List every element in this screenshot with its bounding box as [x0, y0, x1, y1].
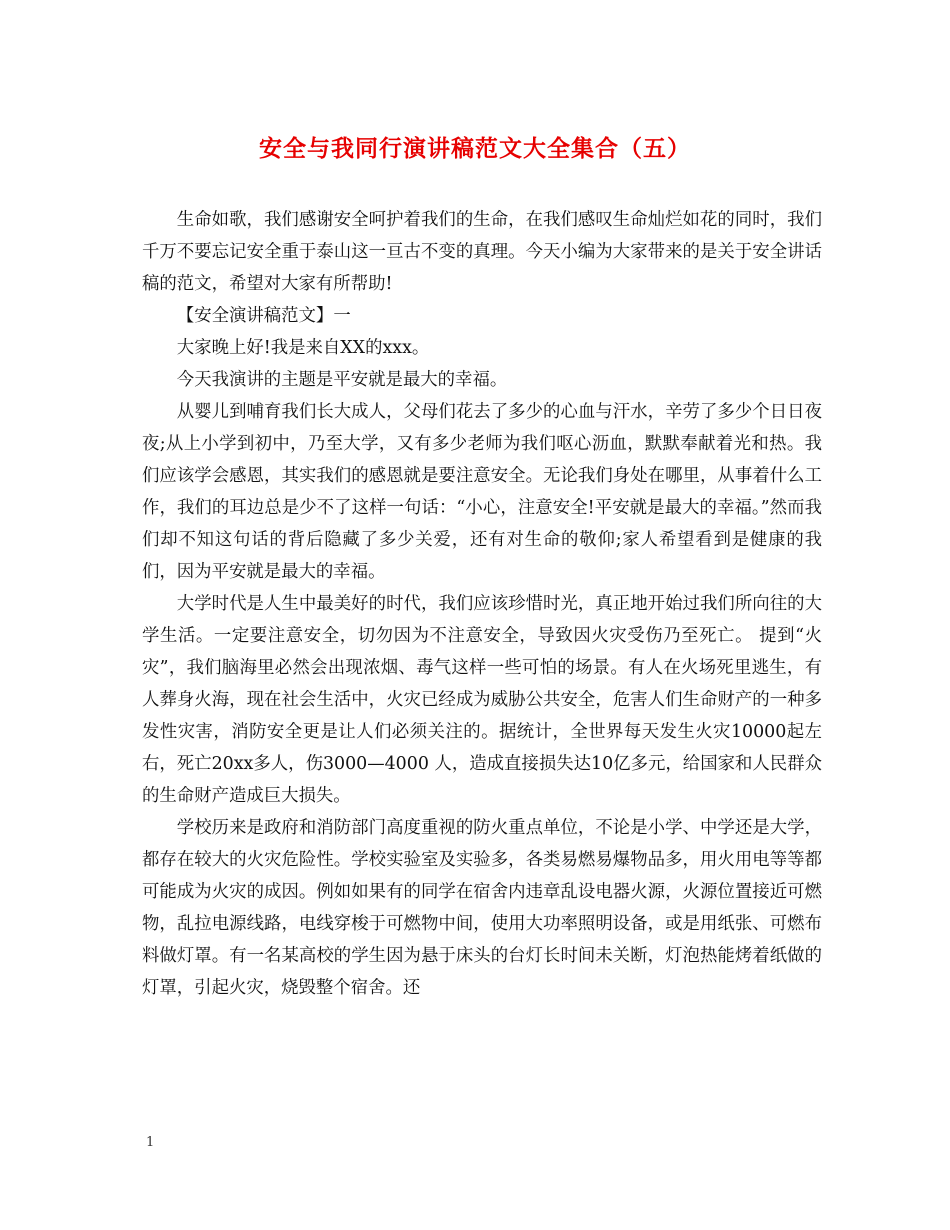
paragraph-section-heading: 【安全演讲稿范文】一 [176, 306, 351, 326]
paragraph-gratitude: 从婴儿到哺育我们长大成人，父母们花去了多少的心血与汗水，辛劳了多少个日日夜夜;从上小学到初中，乃至大学，又有多少老师为我们呕心沥血，默默奉献着光和热。我们应该学会感恩，其实我们的感恩就是要注意安全。无论我们身处在哪里，从事着什么工作，我们的耳边总是少不了这样一句话：“小心，注意安全!平安就是最大的幸福。”然而我们却不知这句话的背后隐藏了多少关爱，还有对生命的敬仰;家人希望看到是健康的我们，因为平安就是最大的幸福。 [142, 402, 822, 582]
paragraph-greeting: 大家晚上好!我是来自XX的xxx。 [176, 338, 430, 358]
document-title: 安全与我同行演讲稿范文大全集合（五） [259, 136, 691, 162]
paragraph-topic: 今天我演讲的主题是平安就是最大的幸福。 [176, 370, 508, 390]
page-number: 1 [146, 1135, 155, 1150]
paragraph-school-fire-risk: 学校历来是政府和消防部门高度重视的防火重点单位，不论是小学、中学还是大学，都存在较大的火灾危险性。学校实验室及实验多，各类易燃易爆物品多，用火用电等等都可能成为火灾的成因。例如如果有的同学在宿舍内违章乱设电器火源，火源位置接近可燃物，乱拉电源线路，电线穿梭于可燃物中间，使用大功率照明设备，或是用纸张、可燃布料做灯罩。有一名某高校的学生因为悬于床头的台灯长时间未关断，灯泡热能烤着纸做的灯罩，引起火灾，烧毁整个宿舍。还 [142, 818, 822, 998]
paragraph-intro: 生命如歌，我们感谢安全呵护着我们的生命，在我们感叹生命灿烂如花的同时，我们千万不要忘记安全重于泰山这一亘古不变的真理。今天小编为大家带来的是关于安全讲话稿的范文，希望对大家有所帮助! [142, 210, 822, 294]
paragraph-fire-safety: 大学时代是人生中最美好的时代，我们应该珍惜时光，真正地开始过我们所向往的大学生活。一定要注意安全，切勿因为不注意安全，导致因火灾受伤乃至死亡。 提到“火灾”，我们脑海里必然会出现浓烟、毒气这样一些可怕的场景。有人在火场死里逃生，有人葬身火海，现在社会生活中，火灾已经成为威胁公共安全，危害人们生命财产的一种多发性灾害，消防安全更是让人们必须关注的。据统计，全世界每天发生火灾10000起左右，死亡20xx多人，伤3000—4000 人，造成直接损失达10亿多元，给国家和人民群众的生命财产造成巨大损失。 [142, 594, 822, 806]
document-body [142, 204, 822, 1004]
